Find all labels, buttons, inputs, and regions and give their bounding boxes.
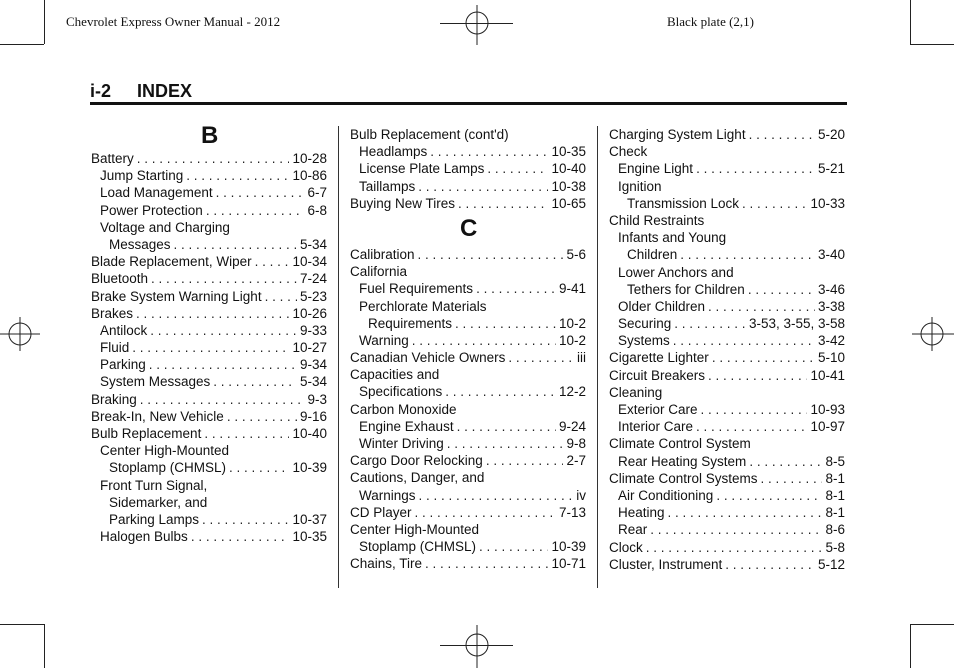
dot-leader: [149, 356, 297, 373]
index-entry-term: Front Turn Signal,: [100, 477, 208, 493]
index-entry: [91, 391, 327, 408]
index-entry-term: Brake System Warning Light: [91, 288, 262, 304]
index-entry-page: 9-34: [299, 357, 327, 373]
index-list: [91, 150, 327, 545]
index-entry-term: Air Conditioning: [618, 487, 714, 503]
index-entry-term: Check: [609, 144, 648, 160]
dot-leader: [216, 184, 305, 201]
index-entry-page: 8-6: [825, 522, 845, 538]
dot-leader: [696, 160, 815, 177]
index-entry-term: Bulb Replacement: [91, 426, 202, 441]
index-entry: [609, 143, 845, 160]
index-entry: [350, 246, 586, 263]
index-entry-page: 10-34: [292, 254, 327, 270]
index-entry-term: Cluster, Instrument: [609, 556, 723, 572]
index-entry: [609, 384, 845, 401]
index-entry: [91, 339, 327, 356]
index-entry: [609, 556, 845, 573]
index-entry-page: 5-23: [299, 288, 327, 304]
dot-leader: [415, 504, 556, 521]
index-entry-page: 10-86: [292, 168, 327, 184]
index-entry: [609, 178, 845, 195]
index-entry-page: 9-8: [566, 436, 586, 451]
index-entry: [350, 315, 586, 332]
index-entry-page: 10-71: [551, 556, 586, 572]
index-entry: [91, 322, 327, 339]
dot-leader: [749, 453, 822, 470]
index-entry-term: Blade Replacement, Wiper: [91, 254, 252, 270]
index-entry-page: 10-40: [292, 426, 327, 441]
index-entry-term: Buying New Tires: [350, 195, 456, 211]
dot-leader: [265, 288, 297, 305]
dot-leader: [204, 425, 289, 442]
trim-mark: [910, 624, 954, 625]
index-entry-term: Braking: [91, 391, 137, 407]
index-entry-term: Cargo Door Relocking: [350, 453, 483, 469]
trim-mark: [910, 0, 911, 44]
index-entry-term: Fluid: [100, 340, 130, 356]
index-entry: [91, 511, 327, 528]
index-entry: [609, 453, 845, 470]
index-entry: [350, 195, 586, 212]
index-entry-term: Engine Light: [618, 161, 694, 177]
index-entry-page: 3-38: [817, 298, 845, 314]
index-entry-page: 7-24: [299, 271, 327, 287]
trim-mark: [0, 44, 44, 45]
index-entry-term: Carbon Monoxide: [350, 401, 457, 417]
index-entry-term: Engine Exhaust: [359, 418, 454, 434]
index-entry-page: 9-16: [299, 408, 327, 424]
index-entry-term: Voltage and Charging: [100, 219, 230, 235]
dot-leader: [712, 349, 815, 366]
dot-leader: [430, 143, 548, 160]
index-entry: [609, 195, 845, 212]
dot-leader: [418, 246, 564, 263]
index-entry: [350, 504, 586, 521]
index-entry-term: Halogen Bulbs: [100, 529, 188, 545]
index-entry-page: 8-1: [825, 505, 845, 521]
dot-leader: [479, 538, 548, 555]
column-divider: [338, 126, 339, 588]
index-entry-term: Jump Starting: [100, 168, 184, 184]
index-entry: [350, 452, 586, 469]
index-entry-page: 10-97: [810, 419, 845, 435]
index-entry-term: California: [350, 264, 408, 280]
trim-mark: [910, 624, 911, 668]
dot-leader: [696, 418, 807, 435]
index-list: [609, 126, 845, 573]
dot-leader: [150, 322, 297, 339]
index-entry: [350, 521, 586, 538]
index-letter-c: C: [460, 214, 478, 242]
index-entry: [350, 401, 586, 418]
index-entry-term: Battery: [91, 151, 134, 166]
column-divider: [597, 126, 598, 588]
index-entry-term: Fuel Requirements: [359, 281, 474, 297]
dot-leader: [508, 349, 574, 366]
index-entry: [609, 401, 845, 418]
index-entry-term: Taillamps: [359, 178, 416, 194]
dot-leader: [191, 528, 290, 545]
dot-leader: [458, 195, 548, 212]
index-entry-page: 9-41: [558, 281, 586, 297]
index-entry-page: 9-24: [558, 418, 586, 434]
index-entry: [350, 418, 586, 435]
index-entry: [609, 229, 845, 246]
dot-leader: [151, 270, 297, 287]
index-entry: [91, 477, 327, 494]
index-list: [350, 246, 586, 573]
index-entry-page: 9-3: [307, 391, 327, 407]
dot-leader: [418, 178, 548, 195]
index-entry: [609, 539, 845, 556]
index-entry-term: Calibration: [350, 246, 415, 262]
index-entry: [91, 373, 327, 390]
dot-leader: [749, 126, 815, 143]
index-entry: [350, 487, 586, 504]
index-entry-term: Heating: [618, 505, 665, 521]
dot-leader: [140, 391, 305, 408]
index-entry-page: 10-35: [551, 144, 586, 160]
index-entry-page: 3-53, 3-55, 3-58: [748, 316, 845, 332]
dot-leader: [457, 418, 556, 435]
dot-leader: [650, 521, 822, 538]
index-entry-term: Chains, Tire: [350, 556, 423, 572]
dot-leader: [229, 459, 289, 476]
dot-leader: [174, 236, 297, 253]
index-entry-page: 10-39: [292, 460, 327, 476]
index-entry-term: Systems: [618, 333, 670, 349]
index-entry-page: 10-38: [551, 178, 586, 194]
index-entry-term: Interior Care: [618, 419, 694, 435]
dot-leader: [227, 408, 297, 425]
index-entry-page: 8-1: [825, 487, 845, 503]
dot-leader: [680, 246, 815, 263]
index-entry-page: 10-39: [551, 539, 586, 555]
index-entry: [91, 425, 327, 442]
dot-leader: [716, 487, 822, 504]
index-entry: [609, 367, 845, 384]
index-list: [350, 126, 586, 212]
index-entry-term: Child Restraints: [609, 212, 705, 228]
index-entry-term: Climate Control System: [609, 436, 751, 452]
index-entry: [91, 150, 327, 167]
index-entry-page: 5-10: [817, 350, 845, 366]
dot-leader: [708, 298, 815, 315]
dot-leader: [673, 332, 815, 349]
index-entry-term: Clock: [609, 539, 643, 555]
index-entry-term: System Messages: [100, 374, 211, 390]
dot-leader: [748, 281, 815, 298]
index-entry: [609, 504, 845, 521]
dot-leader: [186, 167, 289, 184]
index-entry-page: 7-13: [558, 504, 586, 520]
index-entry-page: 3-40: [817, 247, 845, 263]
index-entry-page: 5-34: [299, 236, 327, 252]
index-entry-page: 10-28: [292, 151, 327, 166]
index-entry-term: Charging System Light: [609, 127, 746, 142]
index-entry-term: Brakes: [91, 305, 134, 321]
index-entry: [350, 126, 586, 143]
index-entry-page: iv: [576, 487, 586, 503]
index-entry-page: 10-26: [292, 305, 327, 321]
index-entry-term: Messages: [109, 236, 171, 252]
index-entry: [91, 236, 327, 253]
index-entry: [609, 264, 845, 281]
registration-mark-icon: [452, 620, 502, 670]
dot-leader: [761, 470, 823, 487]
index-entry-page: 10-40: [551, 161, 586, 177]
dot-leader: [701, 401, 808, 418]
index-entry: [350, 160, 586, 177]
heading-rule: [90, 102, 847, 105]
index-entry-term: Rear: [618, 522, 648, 538]
index-entry-term: Tethers for Children: [627, 281, 745, 297]
index-entry-term: Rear Heating System: [618, 453, 747, 469]
index-entry: [350, 280, 586, 297]
index-entry-term: Circuit Breakers: [609, 367, 706, 383]
index-column-2: [350, 126, 586, 573]
index-entry: [609, 246, 845, 263]
index-entry-page: 5-20: [817, 127, 845, 142]
dot-leader: [447, 435, 564, 452]
manual-title: Chevrolet Express Owner Manual - 2012: [66, 14, 281, 29]
index-entry-term: Bluetooth: [91, 271, 149, 287]
index-entry-term: Infants and Young: [618, 230, 727, 246]
index-entry-term: Parking Lamps: [109, 511, 200, 527]
index-entry: [609, 418, 845, 435]
index-entry-term: Stoplamp (CHMSL): [109, 460, 227, 476]
dot-leader: [725, 556, 815, 573]
index-entry-page: 5-12: [817, 556, 845, 572]
index-entry-term: Warning: [359, 332, 409, 348]
index-entry: [91, 219, 327, 236]
index-entry: [91, 528, 327, 545]
index-entry: [350, 538, 586, 555]
index-entry: [609, 332, 845, 349]
registration-mark-icon: [904, 309, 954, 359]
dot-leader: [742, 195, 807, 212]
index-entry-term: Canadian Vehicle Owners: [350, 350, 506, 366]
index-entry-term: Lower Anchors and: [618, 264, 734, 280]
index-entry: [609, 281, 845, 298]
index-entry: [91, 270, 327, 287]
index-entry: [350, 435, 586, 452]
index-entry-page: 8-5: [825, 453, 845, 469]
index-entry-term: Specifications: [359, 384, 443, 400]
index-entry: [91, 305, 327, 322]
index-entry: [350, 298, 586, 315]
dot-leader: [206, 202, 305, 219]
index-entry: [609, 126, 845, 143]
index-entry-term: Break-In, New Vehicle: [91, 408, 224, 424]
index-entry-page: 8-1: [825, 470, 845, 486]
index-entry: [91, 442, 327, 459]
dot-leader: [136, 305, 289, 322]
index-entry: [350, 178, 586, 195]
dot-leader: [486, 452, 564, 469]
dot-leader: [137, 150, 290, 167]
index-entry-term: Power Protection: [100, 202, 203, 218]
index-entry-term: Securing: [618, 316, 672, 332]
dot-leader: [445, 383, 556, 400]
dot-leader: [419, 487, 574, 504]
page-number: i-2: [90, 81, 112, 101]
index-entry-term: Sidemarker, and: [109, 494, 208, 510]
index-entry: [350, 555, 586, 572]
index-entry-term: Parking: [100, 357, 146, 373]
index-entry-page: 5-8: [825, 539, 845, 555]
index-entry-term: Cautions, Danger, and: [350, 470, 485, 486]
index-entry-term: Cleaning: [609, 384, 663, 400]
index-entry-page: 2-7: [566, 453, 586, 469]
dot-leader: [255, 253, 290, 270]
index-entry: [350, 263, 586, 280]
index-entry: [350, 143, 586, 160]
registration-mark-icon: [0, 309, 50, 359]
index-entry-term: Perchlorate Materials: [359, 298, 487, 314]
index-entry: [91, 253, 327, 270]
index-letter-b: B: [201, 122, 219, 149]
index-entry-page: 10-33: [810, 195, 845, 211]
index-entry: [609, 298, 845, 315]
registration-mark-icon: [452, 0, 502, 50]
index-entry-term: Transmission Lock: [627, 195, 740, 211]
index-entry-page: 3-42: [817, 333, 845, 349]
index-entry-page: 10-2: [558, 332, 586, 348]
index-entry-term: Warnings: [359, 487, 416, 503]
index-entry-term: CD Player: [350, 504, 412, 520]
index-entry-page: 10-93: [810, 402, 845, 417]
trim-mark: [44, 624, 45, 668]
index-entry: [609, 521, 845, 538]
index-entry-page: 3-46: [817, 281, 845, 297]
trim-mark: [0, 624, 44, 625]
index-entry-page: 10-65: [551, 195, 586, 211]
dot-leader: [412, 332, 556, 349]
index-entry-page: 5-34: [299, 374, 327, 390]
index-entry-page: 6-7: [307, 185, 327, 201]
index-entry: [91, 167, 327, 184]
index-entry-term: Stoplamp (CHMSL): [359, 539, 477, 555]
index-entry-term: Older Children: [618, 298, 706, 314]
index-entry-term: Center High-Mounted: [350, 521, 480, 537]
index-entry-term: Exterior Care: [618, 402, 698, 417]
index-entry-term: Ignition: [618, 178, 662, 194]
trim-mark: [910, 44, 954, 45]
index-entry-term: Headlamps: [359, 144, 428, 160]
dot-leader: [132, 339, 289, 356]
dot-leader: [425, 555, 548, 572]
index-entry-page: 5-6: [566, 246, 586, 262]
index-entry-term: Winter Driving: [359, 436, 444, 451]
index-entry-page: iii: [577, 350, 586, 366]
index-entry: [609, 212, 845, 229]
dot-leader: [213, 373, 297, 390]
dot-leader: [455, 315, 556, 332]
dot-leader: [674, 315, 746, 332]
index-entry-term: Climate Control Systems: [609, 470, 758, 486]
index-entry: [350, 366, 586, 383]
index-entry-page: 10-37: [292, 511, 327, 527]
index-entry: [91, 494, 327, 511]
index-entry-page: 10-35: [292, 529, 327, 545]
dot-leader: [646, 539, 823, 556]
index-entry-term: Load Management: [100, 185, 213, 201]
index-entry-page: 5-21: [817, 161, 845, 177]
index-entry: [91, 356, 327, 373]
dot-leader: [668, 504, 823, 521]
index-entry: [350, 383, 586, 400]
index-entry: [350, 349, 586, 366]
index-entry-term: License Plate Lamps: [359, 161, 485, 177]
index-entry-page: 12-2: [558, 384, 586, 400]
index-entry-term: Center High-Mounted: [100, 443, 230, 459]
index-column-3: [609, 126, 845, 573]
index-entry: [91, 288, 327, 305]
index-entry: [609, 160, 845, 177]
index-entry-term: Children: [627, 247, 678, 263]
index-entry: [609, 470, 845, 487]
index-entry: [91, 408, 327, 425]
index-entry-page: 10-2: [558, 315, 586, 331]
section-heading: [90, 81, 192, 102]
index-entry-term: Cigarette Lighter: [609, 350, 709, 366]
index-entry-page: 10-41: [810, 367, 845, 383]
index-entry: [609, 435, 845, 452]
trim-mark: [44, 0, 45, 44]
index-entry: [609, 487, 845, 504]
index-entry-term: Bulb Replacement (cont'd): [350, 127, 509, 142]
plate-label: Black plate (2,1): [667, 14, 754, 29]
index-entry: [350, 469, 586, 486]
index-entry-page: 9-33: [299, 322, 327, 338]
index-entry-term: Requirements: [368, 315, 453, 331]
index-entry-term: Antilock: [100, 322, 148, 338]
index-column-1: [91, 122, 327, 545]
index-entry: [91, 202, 327, 219]
index-entry: [91, 459, 327, 476]
index-entry-page: 10-27: [292, 340, 327, 356]
index-entry: [350, 332, 586, 349]
dot-leader: [708, 367, 807, 384]
index-entry: [609, 315, 845, 332]
section-title: INDEX: [137, 81, 193, 101]
dot-leader: [202, 511, 289, 528]
index-entry: [91, 184, 327, 201]
dot-leader: [476, 280, 556, 297]
index-entry-page: 6-8: [307, 202, 327, 218]
index-entry-term: Capacities and: [350, 367, 440, 383]
dot-leader: [487, 160, 548, 177]
index-entry: [609, 349, 845, 366]
